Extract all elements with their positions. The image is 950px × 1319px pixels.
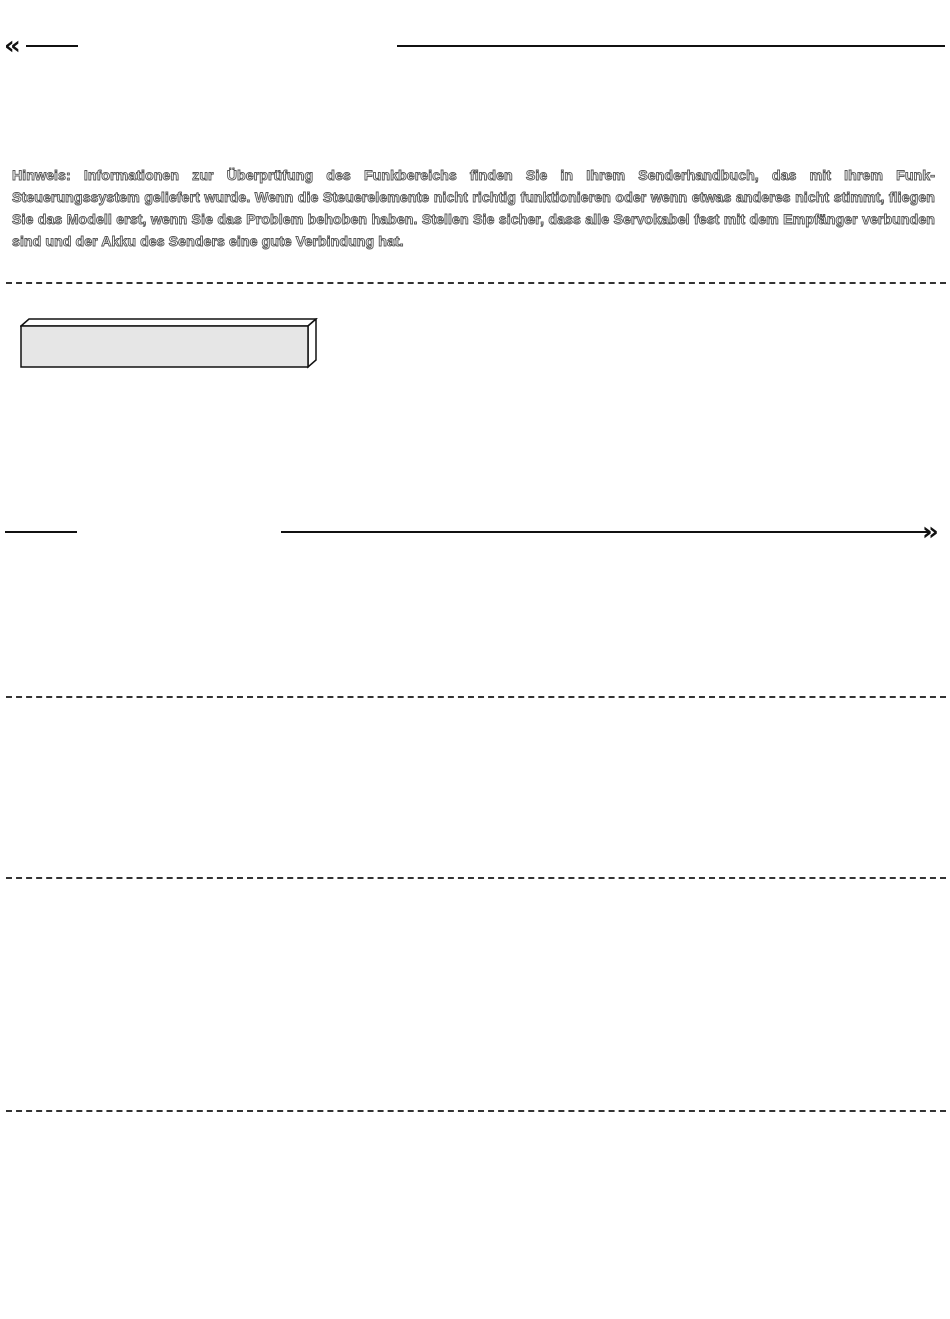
dashed-divider [6, 282, 946, 284]
header-rule-left [26, 45, 78, 47]
dashed-divider [6, 696, 946, 698]
section-rule-right [281, 531, 929, 533]
label-box [20, 318, 320, 370]
dashed-divider [6, 1110, 946, 1112]
dashed-divider [6, 877, 946, 879]
section-rule-left [5, 531, 77, 533]
header-rule-right [397, 45, 945, 47]
double-chevron-left-icon: « [4, 31, 21, 61]
label-box-graphic [20, 318, 320, 370]
double-chevron-right-icon: » [922, 517, 939, 547]
note-paragraph: Hinweis: Informationen zur Überprüfung des Funkbereichs finden Sie in Ihrem Senderhandbuch, das mit Ihrem Funk-Steuerungssystem geliefert wurde. Wenn die Steuerelemente nicht richtig funktionieren oder wenn etwas anderes nicht stimmt, fliegen Sie das Modell erst, wenn Sie das Problem behoben haben. Stellen Sie sicher, dass alle Servokabel fest mit dem Empfänger verbunden sind und der Akku des Senders eine gute Verbindung hat. [12, 168, 935, 250]
